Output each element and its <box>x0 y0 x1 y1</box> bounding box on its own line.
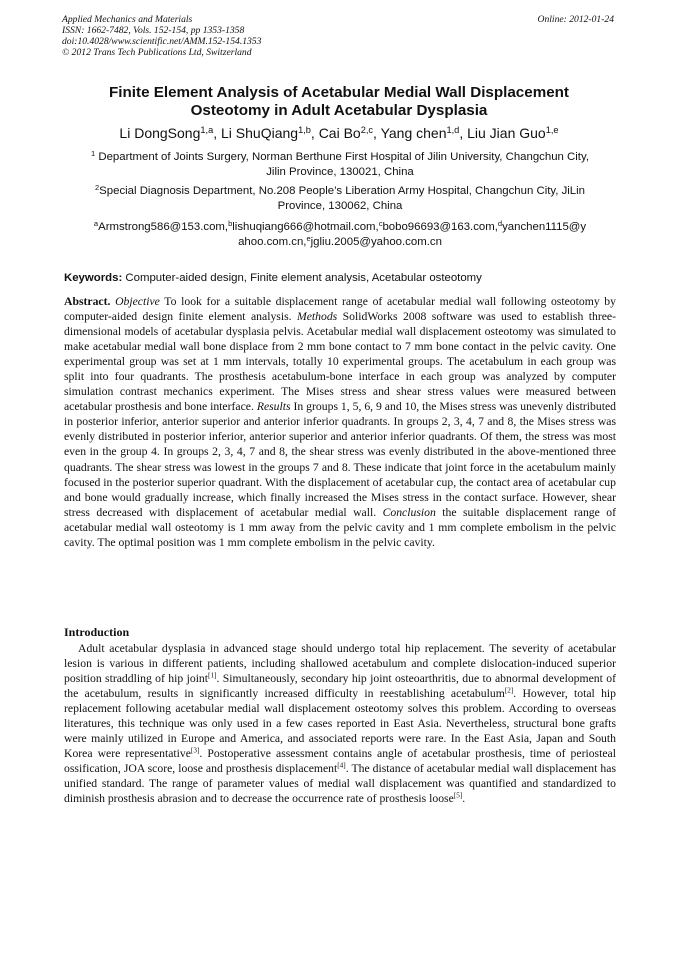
author-affiliation-sup: 1,b <box>298 124 311 135</box>
title-line-1: Finite Element Analysis of Acetabular Medial Wall Displacement <box>109 84 569 101</box>
affiliation-text: Jilin Province, 130021, China <box>266 165 414 178</box>
citation: [5] <box>453 792 463 801</box>
methods-label: Methods <box>296 310 338 324</box>
keywords-label: Keywords: <box>64 272 123 284</box>
citation: [1] <box>208 671 217 680</box>
abstract <box>64 294 616 550</box>
conclusion-label: Conclusion <box>382 505 436 519</box>
objective-text: To look for a suitable displacement range of acetabular medial wall following osteotomy by computer-aided design finite element analysis. <box>64 295 616 324</box>
journal-header <box>62 14 261 58</box>
citation: [3] <box>190 746 200 755</box>
intro-text: Adult acetabular dysplasia in advanced stage should undergo total hip replacement. The severity of acetabular lesion is various in different patients, including shallowed acetabulum and complete dislocation-induced superior position straddling of hip joint <box>64 642 616 686</box>
author-affiliation-sup: 1,a <box>200 124 214 135</box>
affiliation-text: Province, 130062, China <box>277 199 403 212</box>
email-address: jgliu.2005@yahoo.com.cn <box>310 235 442 248</box>
journal-name: Applied Mechanics and Materials <box>62 14 193 25</box>
copyright-line: © 2012 Trans Tech Publications Ltd, Switzerland <box>62 47 252 58</box>
intro-text: . The distance of acetabular medial wall displacement has unified standard. The range of parameter values of medial wall displacement was quantified and standardized to diminish prosthesis abrasion and to decrease the occurrence rate of prosthesis loose <box>64 762 616 806</box>
intro-text: . However, total hip replacement following acetabular medial wall displacement osteotomy solves this problem. According to overseas literatures, this technique was only used in a few cases reported in East Asia. Nevertheless, structural bone grafts were mainly utilized in Europe and America, and associated reports were rare. In the East Asia, Japan and South Korea were representative <box>64 687 617 761</box>
online-date: Online: 2012-01-24 <box>537 14 614 25</box>
intro-text: . Postoperative assessment contains angle of acetabular prosthesis, time of periosteal ossification, JOA score, loose and prosthesis displacement <box>64 747 616 776</box>
email-address: Armstrong586@153.com, <box>98 221 229 233</box>
affiliation-text: Special Diagnosis Department, No.208 People’s Liberation Army Hospital, Changchun City, JiLin <box>99 185 586 197</box>
author-name: Li ShuQiang <box>221 125 299 141</box>
intro-text: . <box>462 792 466 806</box>
email-address: yanchen1115@y <box>502 221 587 233</box>
methods-text: SolidWorks 2008 software was used to establish three-dimensional models of acetabular dysplasia pelvis. Acetabular medial wall displacement osteotomy was simulated to make acetabular medial wall bone displace from 2 mm bone contact to 7 mm bone contact in the pelvic cavity. One experimental group was set at 1 mm intervals, totally 10 experimental groups. The acetabulum in each group was split into four quadrants. The prosthesis acetabulum-bone interface in each group was analyzed by computer simulation contrast mechanics experiment. The Mises stress and shear stress values were measured between acetabular prosthesis and bone interface. <box>64 310 616 414</box>
citation: [2] <box>504 686 514 695</box>
doi-line: doi:10.4028/www.scientific.net/AMM.152-154.1353 <box>62 36 262 47</box>
affiliation-2 <box>64 184 616 213</box>
keywords-text: Computer-aided design, Finite element analysis, Acetabular osteotomy <box>122 272 482 284</box>
author-name: Li DongSong <box>119 125 201 141</box>
email-sup: a <box>93 218 99 228</box>
email-address: lishuqiang666@hotmail.com, <box>232 221 379 233</box>
abstract-label: Abstract. <box>64 295 111 308</box>
email-sup: e <box>306 233 311 243</box>
email-address: bobo96693@163.com, <box>382 221 498 233</box>
title-line-2: Osteotomy in Adult Acetabular Dysplasia <box>190 102 488 119</box>
introduction-paragraph <box>64 641 616 807</box>
citation: [4] <box>337 762 346 771</box>
author-name: Liu Jian Guo <box>467 125 546 141</box>
affiliation-sup: 2 <box>94 182 100 192</box>
author-affiliation-sup: 1,d <box>446 124 460 135</box>
affiliation-text: Department of Joints Surgery, Norman Berthune First Hospital of Jilin University, Changchun City, <box>98 151 589 163</box>
author-affiliation-sup: 2,c <box>360 124 374 135</box>
results-text: In groups 1, 5, 6, 9 and 10, the Mises stress was unevenly distributed in posterior inferior, anterior superior and anterior inferior quadrants. In groups 2, 3, 4, 7 and 8, the Mises stress was evenly distributed in posterior inferior, anterior superior and anterior inferior quadrants. Of them, the stress was most even in the group 4. In groups 2, 3, 4, 7 and 8, the shear stress was evenly distributed in the above-mentioned three quadrants. The shear stress was lowest in the groups 7 and 8. These indicate that joint force in the acetabulum mainly focused in the posterior superior quadrant. With the displacement of acetabular cup, the contact area of acetabular cup and bone would gradually increase, which finally increased the Mises stress in the contact surface. However, shear stress decreased with displacement of acetabular medial wall. <box>64 400 616 519</box>
affiliation-sup: 1 <box>91 148 96 158</box>
author-affiliation-sup: 1,e <box>545 124 559 135</box>
paper-title <box>40 84 638 120</box>
affiliation-1 <box>64 150 616 179</box>
introduction-heading: Introduction <box>64 625 130 639</box>
author-list: Li DongSong$^{1,a}$, Li ShuQiang$^{1,b}$, Cai Bo$^{2,c}$, Yang chen$^{1,d}$, Liu Jian Guo$^{1,e}$ <box>119 124 559 141</box>
results-label: Results <box>256 400 291 414</box>
keywords <box>64 271 616 285</box>
author-name: Cai Bo <box>318 125 361 141</box>
email-sup: d <box>497 218 503 228</box>
author-name: Yang chen <box>380 125 447 141</box>
issn-line: ISSN: 1662-7482, Vols. 152-154, pp 1353-1358 <box>62 25 245 36</box>
intro-text: . Simultaneously, secondary hip joint osteoarthritis, due to abnormal development of the acetabulum, results in significantly increased difficulty in reestablishing acetabulum <box>64 672 616 701</box>
conclusion-text: the suitable displacement range of acetabular medial wall osteotomy is 1 mm away from the pelvic cavity and 1 mm complete embolism in the pelvic cavity. The optimal position was 1 mm complete embolism in the pelvic cavity. <box>64 505 616 549</box>
email-sup: b <box>228 218 233 228</box>
objective-label: Objective <box>115 295 160 308</box>
email-address: ahoo.com.cn, <box>238 235 307 248</box>
email-sup: c <box>378 218 383 228</box>
email-list <box>64 220 616 249</box>
